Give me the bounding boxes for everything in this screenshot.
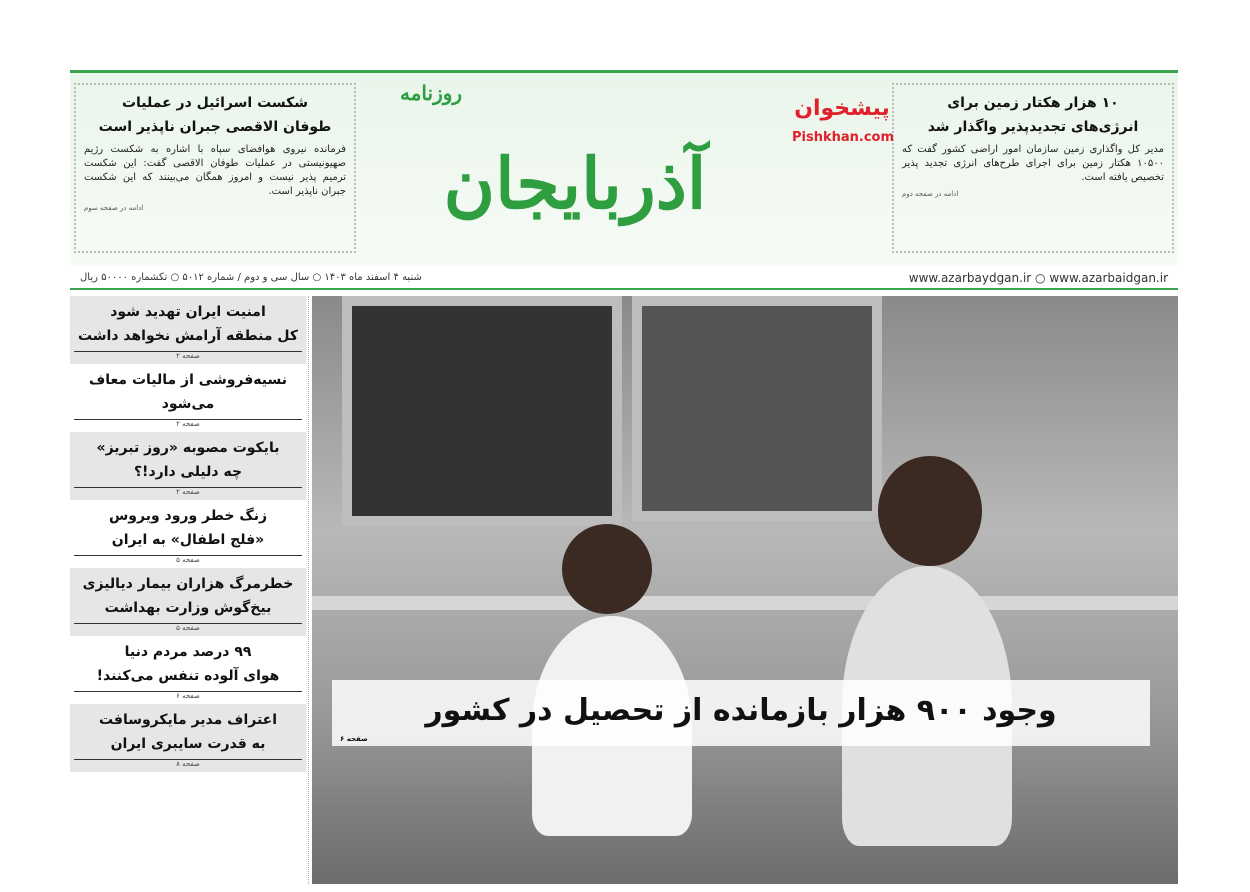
headline-line: خطرمرگ هزاران بیمار دیالیزی <box>82 576 294 592</box>
continued-note: ادامه در صفحه سوم <box>84 204 144 212</box>
page-ref: صفحه ۶ <box>74 691 302 701</box>
main-headline[interactable]: وجود ۹۰۰ هزار بازمانده از تحصیل در کشور صفحه ۶ <box>332 680 1150 746</box>
page-ref: صفحه ۶ <box>340 735 368 743</box>
left-news-body: فرمانده نیروی هوافضای سپاه با اشاره به شکست رژیم صهیونیستی در عملیات طوفان الاقصی گفت: این شکست ترمیم پذیر نیست و امروز همگان می‌بینند که این شکست جبران ناپذیر است. <box>84 144 346 197</box>
classroom-window <box>632 296 882 521</box>
child-head <box>562 524 652 614</box>
page-ref: صفحه ۲ <box>74 487 302 497</box>
headline-line: چه دلیلی دارد!؟ <box>133 464 243 480</box>
page-ref: صفحه ۲ <box>74 351 302 361</box>
left-news-box[interactable] <box>74 83 356 253</box>
window <box>342 296 622 526</box>
page-ref: صفحه ۵ <box>74 623 302 633</box>
page-ref: صفحه ۲ <box>74 419 302 429</box>
sidebar-headline[interactable] <box>70 636 306 704</box>
sidebar-headline[interactable] <box>70 296 306 364</box>
watermark-url: Pishkhan.com <box>792 130 895 145</box>
sidebar-headline[interactable] <box>70 432 306 500</box>
headline-line: نسیه‌فروشی از مالیات معاف می‌شود <box>88 372 287 412</box>
website-links[interactable]: www.azarbaydgan.ir ○ www.azarbaidgan.ir <box>908 271 1168 285</box>
sidebar-headline[interactable] <box>70 568 306 636</box>
page-ref: صفحه ۸ <box>74 759 302 769</box>
masthead <box>70 70 1178 266</box>
headline-line: «فلج اطفال» به ایران <box>111 532 265 548</box>
sidebar-headline[interactable] <box>70 704 306 772</box>
page-ref: صفحه ۵ <box>74 555 302 565</box>
fence-rail <box>312 596 1178 610</box>
sidebar-headline[interactable] <box>70 364 306 432</box>
left-news-title: شکست اسرائیل در عملیات <box>121 95 309 111</box>
left-news-title: طوفان الاقصی جبران ناپذیر است <box>98 119 332 135</box>
headline-line: به قدرت سایبری ایران <box>110 736 266 752</box>
issue-date: شنبه ۴ اسفند ماه ۱۴۰۳ ○ سال سی و دوم / شماره ۵۰۱۲ ○ تکشماره ۵۰۰۰۰ ریال <box>80 272 422 283</box>
child-head <box>878 456 982 566</box>
right-news-body: مدیر کل واگذاری زمین سازمان امور اراضی کشور گفت که ۱۰۵۰۰ هکتار زمین برای اجرای طرح‌های انرژی تجدید پذیر تخصیص یافته است. <box>902 144 1164 183</box>
headline-line: اعتراف مدیر مایکروسافت <box>98 712 278 728</box>
headline-line: بایکوت مصوبه «روز تبریز» <box>96 440 280 456</box>
logo-subtitle: روزنامه <box>400 81 463 105</box>
headline-line: زنگ خطر ورود ویروس <box>108 508 268 524</box>
dateline-bar <box>70 266 1178 290</box>
headline-line: کل منطقه آرامش نخواهد داشت <box>77 328 299 344</box>
right-news-title: ۱۰ هزار هکتار زمین برای <box>947 95 1119 111</box>
newspaper-logo: آذربایجان <box>443 142 707 225</box>
divider <box>308 296 309 884</box>
continued-note: ادامه در صفحه دوم <box>902 190 959 198</box>
headline-line: ۹۹ درصد مردم دنیا <box>124 644 252 660</box>
sidebar-headline[interactable] <box>70 500 306 568</box>
watermark: پیشخوان <box>794 96 890 121</box>
right-news-title: انرژی‌های تجدیدپذیر واگذار شد <box>927 119 1139 135</box>
headline-line: هوای آلوده تنفس می‌کنند! <box>96 668 280 684</box>
headline-line: امنیت ایران تهدید شود <box>110 304 266 320</box>
sidebar-headlines <box>70 296 306 772</box>
main-photo <box>312 296 1178 884</box>
headline-line: بیخ‌گوش وزارت بهداشت <box>104 600 272 616</box>
right-news-box[interactable] <box>892 83 1174 253</box>
